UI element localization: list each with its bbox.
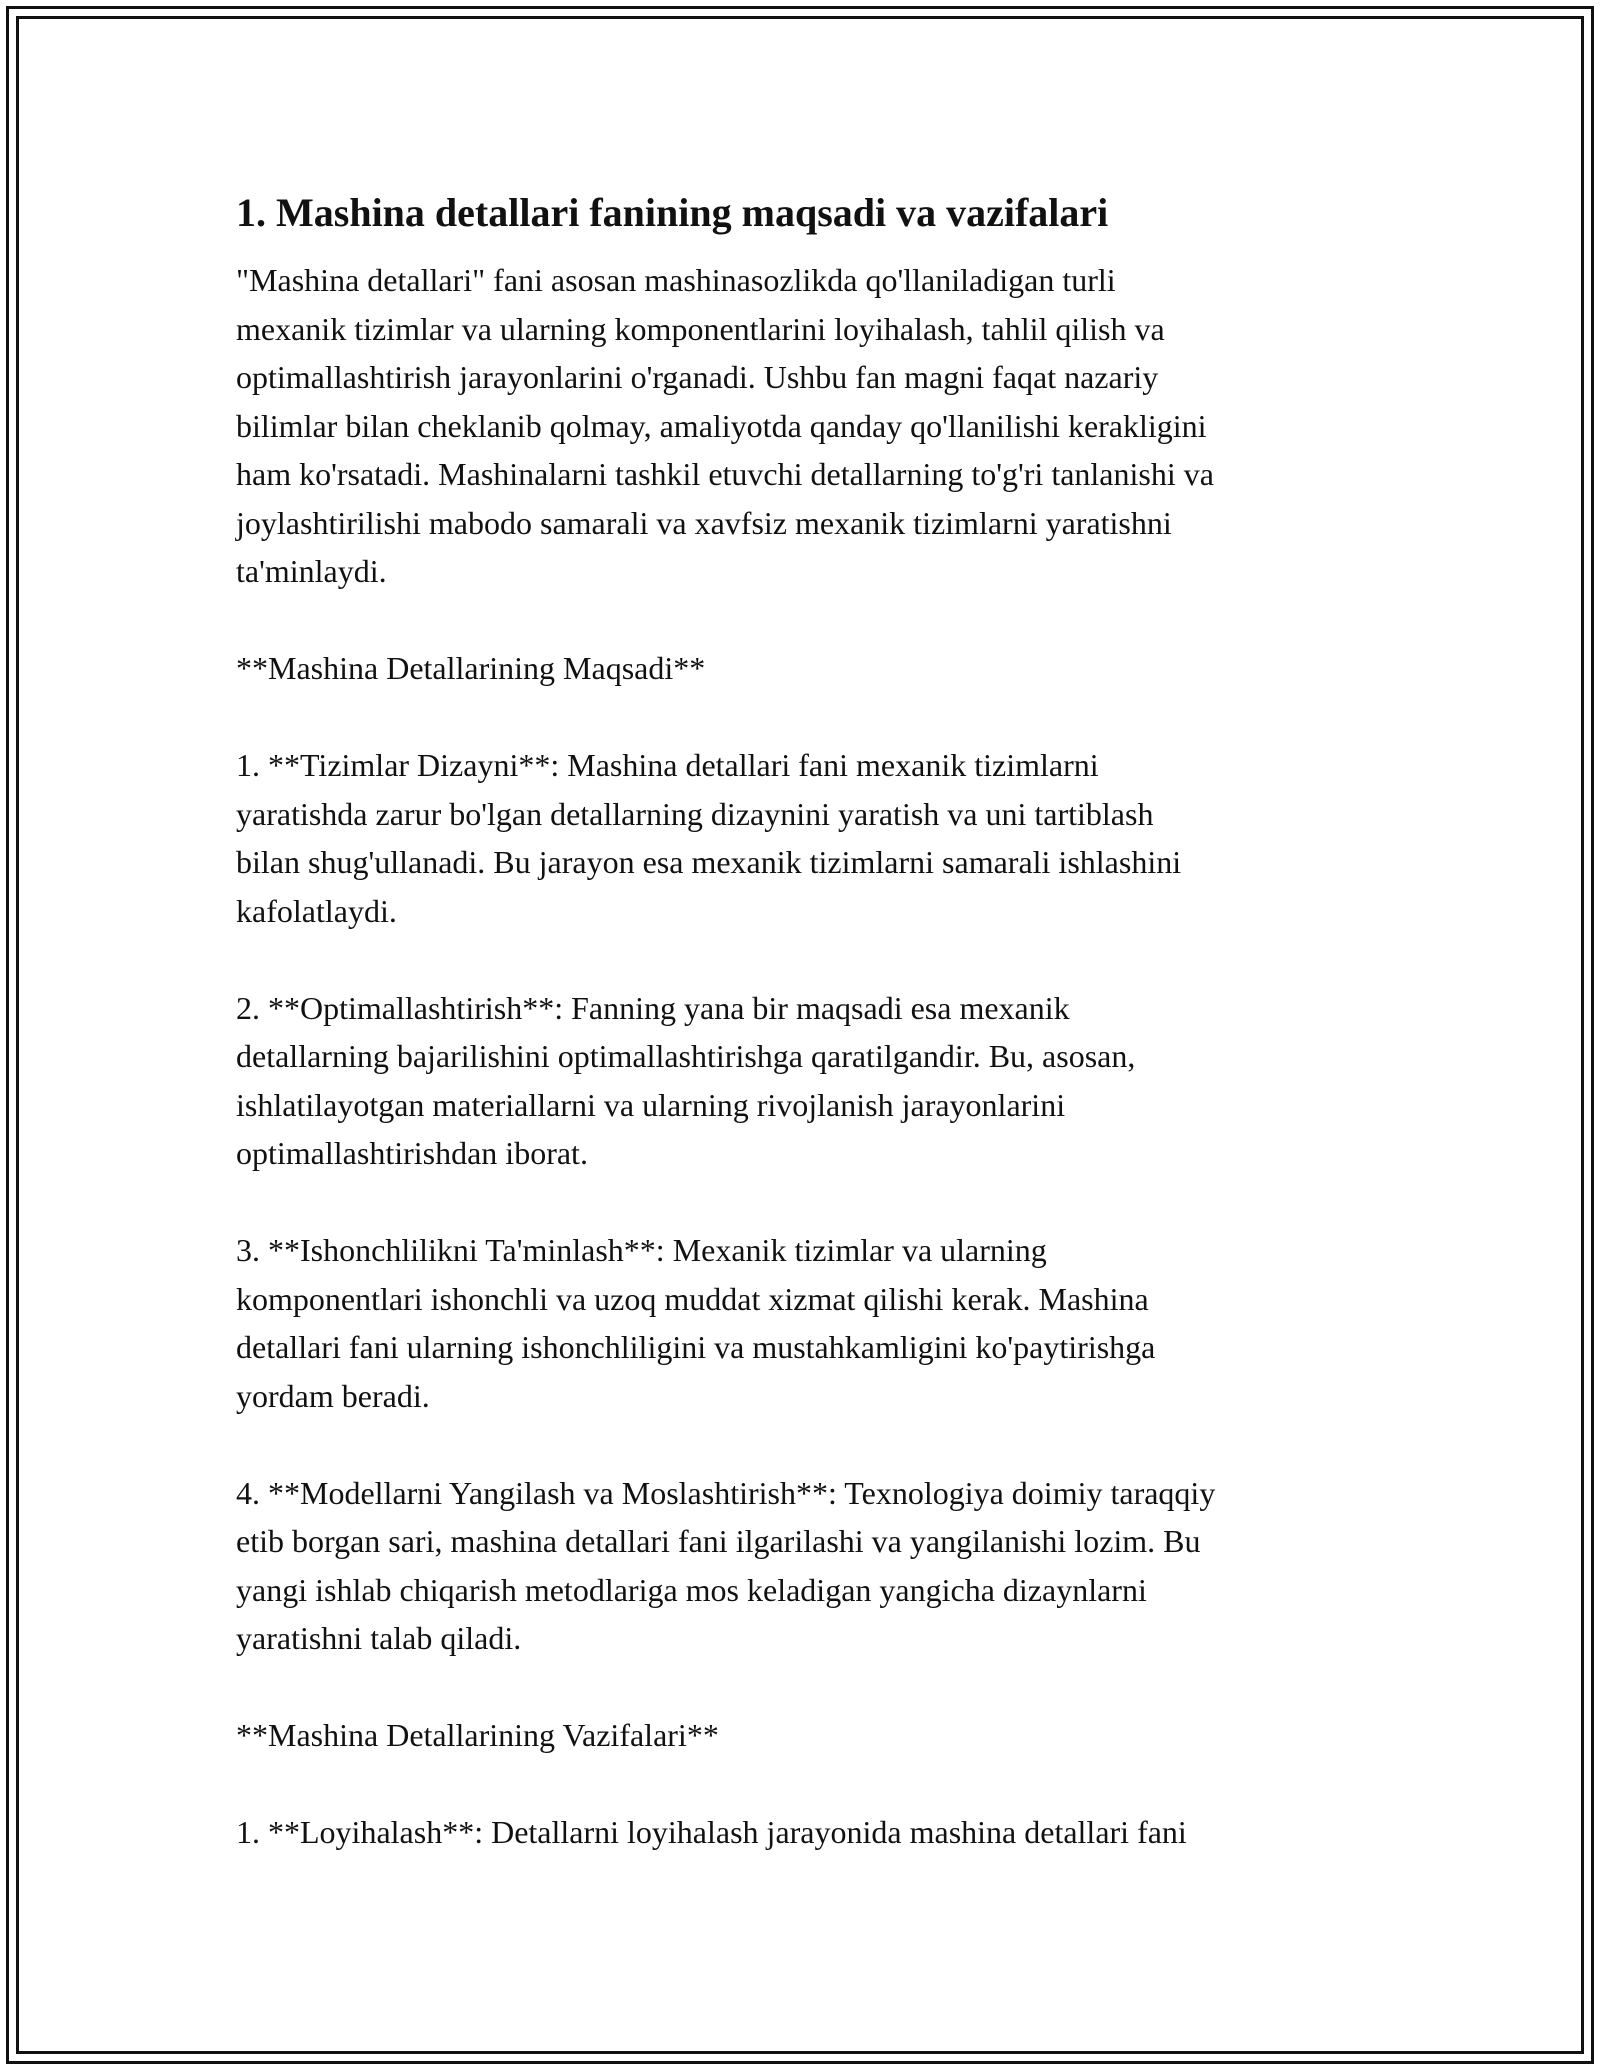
text-line: yaratishda zarur bo'lgan detallarning dizaynini yaratish va uni tartiblash	[236, 795, 1154, 832]
text-line: yangi ishlab chiqarish metodlariga mos keladigan yangicha dizaynlarni	[236, 1571, 1147, 1608]
intro-paragraph	[236, 256, 1396, 596]
text-line: 2. **Optimallashtirish**: Fanning yana bir maqsadi esa mexanik	[236, 989, 1070, 1026]
text-line: bilimlar bilan cheklanib qolmay, amaliyotda qanday qo'llanilishi kerakligini	[236, 407, 1207, 444]
text-line: komponentlari ishonchli va uzoq muddat xizmat qilishi kerak. Mashina	[236, 1280, 1149, 1317]
text-line: yaratishni talab qiladi.	[236, 1620, 522, 1656]
text-line: detallarning bajarilishini optimallashtirishga qaratilgandir. Bu, asosan,	[236, 1038, 1136, 1074]
text-line: optimallashtirish jarayonlarini o'rganadi. Ushbu fan magni faqat nazariy	[236, 359, 1159, 395]
document-body	[236, 188, 1396, 1905]
section-heading-vazifalari	[236, 1711, 1396, 1760]
text-line: mexanik tizimlar va ularning komponentlarini loyihalash, tahlil qilish va	[236, 310, 1165, 347]
text-line: ham ko'rsatadi. Mashinalarni tashkil etuvchi detallarning to'g'ri tanlanishi va	[236, 456, 1214, 492]
text-line: **Mashina Detallarining Vazifalari**	[236, 1717, 719, 1753]
text-line: detallari fani ularning ishonchliligini va mustahkamligini ko'paytirishga	[236, 1329, 1156, 1365]
list-item-tizimlar-dizayni	[236, 741, 1396, 935]
text-line: ishlatilayotgan materiallarni va ularning rivojlanish jarayonlarini	[236, 1086, 1066, 1123]
text-line: yordam beradi.	[236, 1377, 430, 1414]
text-line: 1. **Tizimlar Dizayni**: Mashina detallari fani mexanik tizimlarni	[236, 747, 1099, 783]
list-item-optimallashtirish	[236, 984, 1396, 1178]
text-line: **Mashina Detallarining Maqsadi**	[236, 650, 706, 686]
text-line: etib borgan sari, mashina detallari fani ilgarilashi va yangilanishi lozim. Bu	[236, 1523, 1201, 1559]
text-line: optimallashtirishdan iborat.	[236, 1135, 588, 1171]
text-line: ta'minlaydi.	[236, 553, 387, 589]
list-item-loyihalash	[236, 1808, 1396, 1857]
text-line: 1. **Loyihalash**: Detallarni loyihalash jarayonida mashina detallari fani	[236, 1814, 1187, 1850]
text-line: kafolatlaydi.	[236, 892, 397, 929]
page-title: 1. Mashina detallari fanining maqsadi va vazifalari	[236, 190, 1109, 235]
text-line: 4. **Modellarni Yangilash va Moslashtirish**: Texnologiya doimiy taraqqiy	[236, 1474, 1216, 1511]
text-line: joylashtirilishi mabodo samarali va xavfsiz mexanik tizimlarni yaratishni	[236, 504, 1172, 541]
section-heading-maqsadi	[236, 644, 1396, 693]
list-item-modellarni-yangilash	[236, 1469, 1396, 1663]
text-line: bilan shug'ullanadi. Bu jarayon esa mexanik tizimlarni samarali ishlashini	[236, 844, 1182, 880]
text-line: "Mashina detallari" fani asosan mashinasozlikda qo'llaniladigan turli	[236, 262, 1116, 298]
list-item-ishonchlilikni-taminlash	[236, 1226, 1396, 1420]
text-line: 3. **Ishonchlilikni Ta'minlash**: Mexanik tizimlar va ularning	[236, 1232, 1047, 1268]
